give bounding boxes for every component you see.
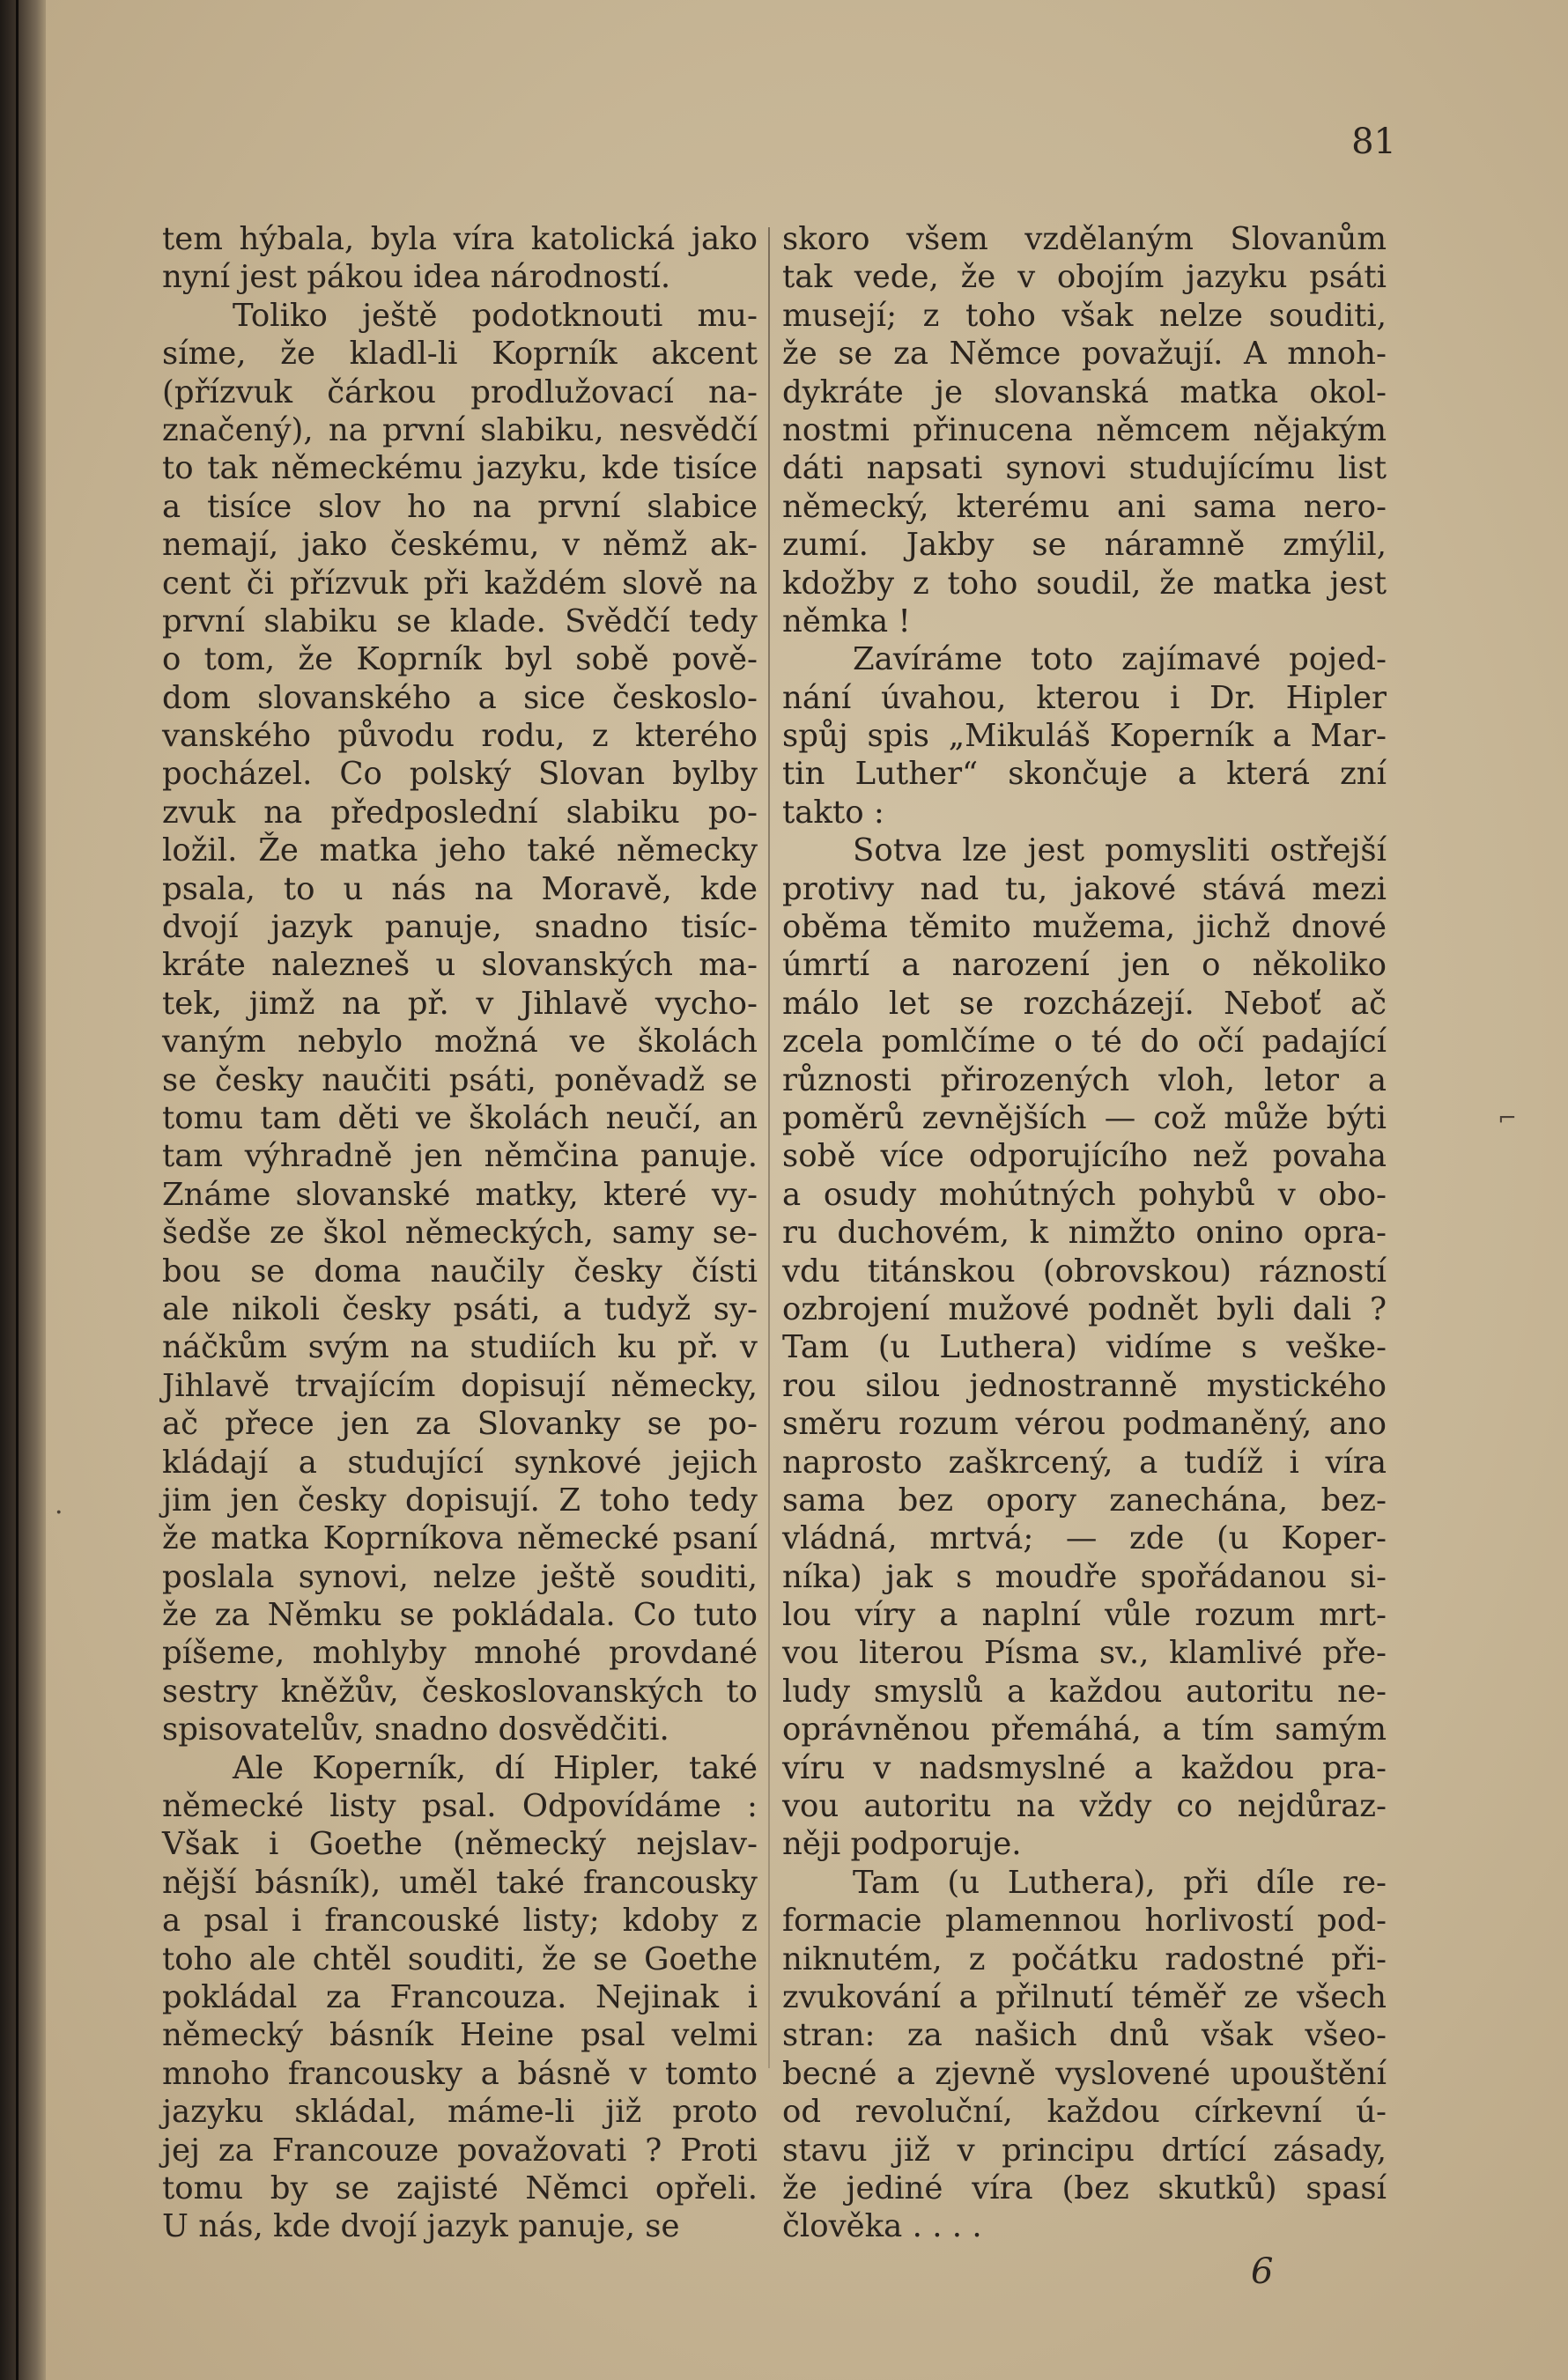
text-line: málo let se rozcházejí. Neboť ač <box>782 985 1387 1022</box>
text-line: směru rozum vérou podmaněný, ano <box>782 1406 1387 1443</box>
text-line: nemají, jako českému, v němž ak- <box>162 527 758 564</box>
text-line: Zavíráme toto zajímavé pojed- <box>853 641 1387 678</box>
text-line: ložil. Že matka jeho také německy <box>162 832 758 869</box>
text-line: a osudy mohútných pohybů v obo- <box>782 1176 1387 1213</box>
text-line: Jihlavě trvajícím dopisují německy, <box>162 1367 758 1404</box>
text-line: němka ! <box>782 602 911 639</box>
text-line: niknutém, z počátku radostné při- <box>782 1940 1387 1977</box>
text-line: Známe slovanské matky, které vy- <box>162 1176 758 1213</box>
text-line: první slabiku se klade. Svědčí tedy <box>162 602 758 639</box>
text-line: vaným nebylo možná ve školách <box>162 1024 758 1061</box>
text-line: jej za Francouze považovati ? Proti <box>162 2132 758 2169</box>
text-line: německý básník Heine psal velmi <box>162 2017 758 2054</box>
column-divider <box>768 227 770 2068</box>
text-line: tak vede, že v obojím jazyku psáti <box>782 259 1387 296</box>
text-line: ozbrojení mužové podnět byli dali ? <box>782 1290 1387 1327</box>
text-line: ale nikoli česky psáti, a tudyž sy- <box>162 1290 758 1327</box>
text-line: tem hýbala, byla víra katolická jako <box>162 221 758 257</box>
text-line: síme, že kladl-li Koprník akcent <box>162 336 758 373</box>
text-line: oběma těmito mužema, jichž dnové <box>782 909 1387 946</box>
text-line: toho ale chtěl souditi, že se Goethe <box>162 1940 758 1977</box>
text-line: dykráte je slovanská matka okol- <box>782 373 1387 410</box>
text-line: rou silou jednostranně mystického <box>782 1367 1387 1404</box>
text-line: člověka . . . . <box>782 2208 982 2245</box>
margin-pencil-mark: ⌐ <box>1498 1105 1517 1132</box>
text-line: psala, to u nás na Moravě, kde <box>162 870 758 907</box>
text-line: kdožby z toho soudil, že matka jest <box>782 565 1387 602</box>
text-line: že matka Koprníkova německé psaní <box>162 1520 758 1557</box>
text-line: německý, kterému ani sama nero- <box>782 488 1387 525</box>
text-line: tek, jimž na př. v Jihlavě vycho- <box>162 985 758 1022</box>
text-line: lou víry a naplní vůle rozum mrt- <box>782 1597 1387 1634</box>
text-line: ač přece jen za Slovanky se po- <box>162 1406 758 1443</box>
text-line: stavu již v principu drtící zásady, <box>782 2132 1387 2169</box>
text-line: od revoluční, každou církevní ú- <box>782 2094 1387 2131</box>
margin-speck: · <box>55 1497 63 1528</box>
text-line: Ale Koperník, dí Hipler, také <box>233 1749 758 1786</box>
text-line: nostmi přinucena němcem nějakým <box>782 411 1387 448</box>
text-line: dvojí jazyk panuje, snadno tisíc- <box>162 909 758 946</box>
text-line: zumí. Jakby se náramně zmýlil, <box>782 527 1387 564</box>
text-line: píšeme, mohlyby mnohé provdané <box>162 1635 758 1672</box>
text-line: ru duchovém, k nimžto onino opra- <box>782 1215 1387 1252</box>
text-line: poslala synovi, nelze ještě souditi, <box>162 1558 758 1595</box>
page-number: 81 <box>1351 122 1396 162</box>
text-line: protivy nad tu, jakové stává mezi <box>782 870 1387 907</box>
text-line: níka) jak s moudře spořádanou si- <box>782 1558 1387 1595</box>
text-line: víru v nadsmyslné a každou pra- <box>782 1749 1387 1786</box>
text-line: bou se doma naučily česky čísti <box>162 1253 758 1290</box>
signature-mark: 6 <box>1251 2251 1274 2292</box>
text-line: šedše ze škol německých, samy se- <box>162 1215 758 1252</box>
text-line: dáti napsati synovi studujícímu list <box>782 450 1387 487</box>
text-line: Sotva lze jest pomysliti ostřejší <box>853 832 1387 869</box>
text-line: mnoho francousky a básně v tomto <box>162 2055 758 2092</box>
text-line: různosti přirozených vloh, letor a <box>782 1061 1387 1098</box>
text-line: skoro všem vzdělaným Slovanům <box>782 221 1387 257</box>
text-line: nání úvahou, kterou i Dr. Hipler <box>782 679 1387 716</box>
text-line: vou literou Písma sv., klamlivé pře- <box>782 1635 1387 1672</box>
text-line: sama bez opory zanechána, bez- <box>782 1482 1387 1519</box>
text-line: náčkům svým na studiích ku př. v <box>162 1329 758 1366</box>
text-line: to tak německému jazyku, kde tisíce <box>162 450 758 487</box>
text-line: nyní jest pákou idea národností. <box>162 259 671 296</box>
text-line: jazyku skládal, máme-li již proto <box>162 2094 758 2131</box>
text-line: stran: za našich dnů však všeo- <box>782 2017 1387 2054</box>
text-line: tam výhradně jen němčina panuje. <box>162 1138 758 1175</box>
text-line: vanského původu rodu, z kterého <box>162 718 758 755</box>
text-line: musejí; z toho však nelze souditi, <box>782 297 1387 334</box>
text-line: cent či přízvuk při každém slově na <box>162 565 758 602</box>
text-line: poměrů zevnějších — což může býti <box>782 1099 1387 1136</box>
text-line: Tam (u Luthera), při díle re- <box>853 1864 1387 1901</box>
text-line: vou autoritu na vždy co nejdůraz- <box>782 1788 1387 1825</box>
text-line: Tam (u Luthera) vidíme s veške- <box>782 1329 1387 1366</box>
text-line: oprávněnou přemáhá, a tím samým <box>782 1711 1387 1748</box>
text-line: zvukování a přilnutí téměř ze všech <box>782 1978 1387 2015</box>
text-line: značený), na první slabiku, nesvědčí <box>162 411 758 448</box>
text-line: naprosto zaškrcený, a tudíž i víra <box>782 1444 1387 1481</box>
text-line: kráte nalezneš u slovanských ma- <box>162 947 758 984</box>
text-line: becné a zjevně vyslovené upouštění <box>782 2055 1387 2092</box>
text-line: zcela pomlčíme o té do očí padající <box>782 1024 1387 1061</box>
right-text-column <box>782 220 1387 2246</box>
text-line: vdu titánskou (obrovskou) rázností <box>782 1253 1387 1290</box>
text-line: pokládal za Francouza. Nejinak i <box>162 1978 758 2015</box>
text-line: tin Luther“ skončuje a která zní <box>782 756 1387 793</box>
text-line: sestry kněžův, českoslovanských to <box>162 1673 758 1710</box>
text-line: sobě více odporujícího než povaha <box>782 1138 1387 1175</box>
text-line: spisovatelův, snadno dosvědčiti. <box>162 1711 669 1748</box>
text-line: ludy smyslů a každou autoritu ne- <box>782 1673 1387 1710</box>
text-line: U nás, kde dvojí jazyk panuje, se <box>162 2208 680 2245</box>
text-line: tomu by se zajisté Němci opřeli. <box>162 2169 758 2206</box>
text-line: německé listy psal. Odpovídáme : <box>162 1788 758 1825</box>
text-line: nější básník), uměl také francousky <box>162 1864 758 1901</box>
text-line: dom slovanského a sice českoslo- <box>162 679 758 716</box>
text-line: kládají a studující synkové jejich <box>162 1444 758 1481</box>
text-line: něji podporuje. <box>782 1826 1022 1863</box>
text-line: o tom, že Koprník byl sobě pově- <box>162 641 758 678</box>
text-line: tomu tam děti ve školách neučí, an <box>162 1099 758 1136</box>
text-line: zvuk na předposlední slabiku po- <box>162 794 758 831</box>
text-line: jim jen česky dopisují. Z toho tedy <box>162 1482 758 1519</box>
text-line: a tisíce slov ho na první slabice <box>162 488 758 525</box>
text-line: a psal i francouské listy; kdoby z <box>162 1903 758 1940</box>
text-line: úmrtí a narození jen o několiko <box>782 947 1387 984</box>
text-line: že za Němku se pokládala. Co tuto <box>162 1597 758 1634</box>
book-binding <box>0 0 46 2380</box>
text-line: pocházel. Co polský Slovan bylby <box>162 756 758 793</box>
text-line: Toliko ještě podotknouti mu- <box>233 297 758 334</box>
text-line: formacie plamennou horlivostí pod- <box>782 1903 1387 1940</box>
text-line: vládná, mrtvá; — zde (u Koper- <box>782 1520 1387 1557</box>
text-line: takto : <box>782 794 884 831</box>
text-line: že jediné víra (bez skutků) spasí <box>782 2169 1387 2206</box>
binding-edge-line <box>16 0 18 2380</box>
text-line: že se za Němce považují. A mnoh- <box>782 336 1387 373</box>
text-line: se česky naučiti psáti, poněvadž se <box>162 1061 758 1098</box>
text-line: (přízvuk čárkou prodlužovací na- <box>162 373 758 410</box>
text-line: spůj spis „Mikuláš Koperník a Mar- <box>782 718 1387 755</box>
text-line: Však i Goethe (německý nejslav- <box>162 1826 758 1863</box>
left-text-column <box>162 220 758 2246</box>
